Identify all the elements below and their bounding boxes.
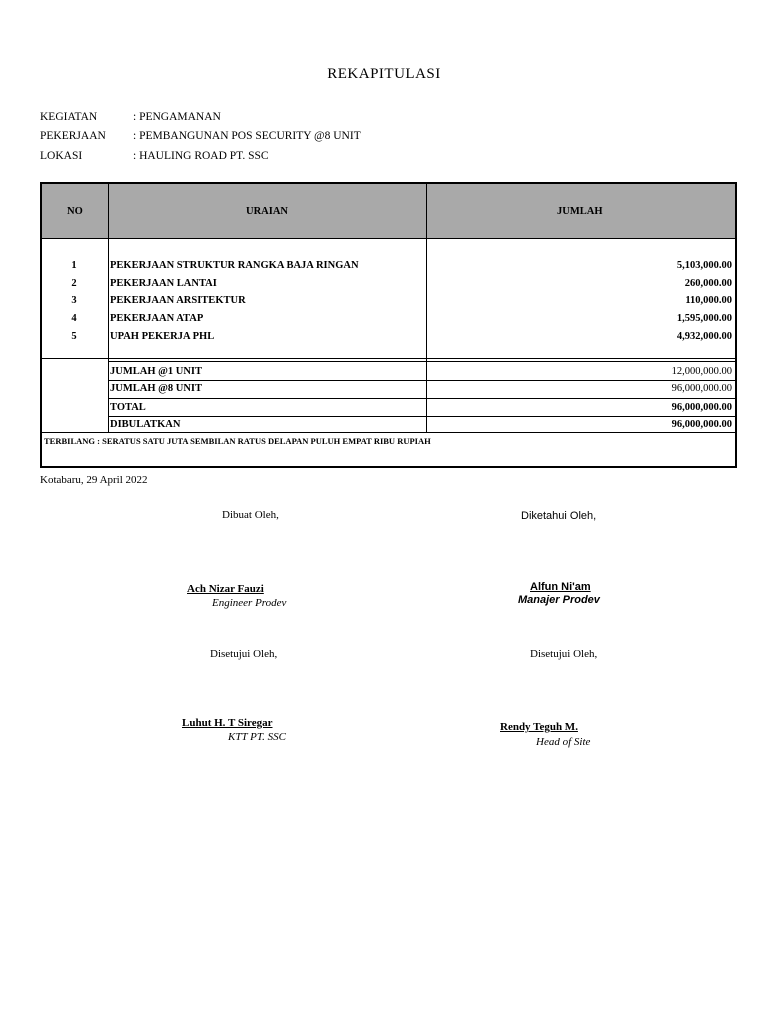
disetujui-right-label: Disetujui Oleh, <box>530 648 598 660</box>
row-no: 1 <box>71 260 77 271</box>
divider-uraian <box>426 184 427 432</box>
row-uraian: UPAH PEKERJA PHL <box>110 331 215 342</box>
row-uraian: PEKERJAAN LANTAI <box>110 278 217 289</box>
row-jumlah: 5,103,000.00 <box>676 260 732 271</box>
right-approver-name: Rendy Teguh M. <box>500 721 578 733</box>
separator-summary-1 <box>108 380 737 381</box>
dibuat-name: Ach Nizar Fauzi <box>187 583 264 595</box>
summary-label-dibulatkan: DIBULATKAN <box>110 419 181 430</box>
disetujui-left-label: Disetujui Oleh, <box>210 648 278 660</box>
row-jumlah: 1,595,000.00 <box>676 313 732 324</box>
info-key-kegiatan: KEGIATAN <box>40 111 98 123</box>
row-no: 4 <box>71 313 77 324</box>
diketahui-role: Manajer Prodev <box>518 594 600 606</box>
summary-label-total: TOTAL <box>110 402 146 413</box>
left-approver-role: KTT PT. SSC <box>228 731 286 743</box>
separator-summary-2 <box>108 398 737 399</box>
row-no: 3 <box>71 295 77 306</box>
separator-items <box>42 358 735 359</box>
dibuat-label: Dibuat Oleh, <box>222 509 279 521</box>
row-jumlah: 4,932,000.00 <box>676 331 732 342</box>
info-value-kegiatan: : PENGAMANAN <box>133 111 221 123</box>
info-value-lokasi: : HAULING ROAD PT. SSC <box>133 150 269 162</box>
separator-summary-3 <box>108 416 737 417</box>
row-jumlah: 110,000.00 <box>685 295 732 306</box>
right-approver-role: Head of Site <box>536 736 591 748</box>
divider-no <box>108 184 109 432</box>
summary-value-dibulatkan: 96,000,000.00 <box>671 419 732 430</box>
left-approver-name: Luhut H. T Siregar <box>182 717 273 729</box>
header-jumlah: JUMLAH <box>557 206 603 217</box>
header-no: NO <box>67 206 83 217</box>
summary-label-8-unit: JUMLAH @8 UNIT <box>110 383 203 394</box>
diketahui-label: Diketahui Oleh, <box>521 510 597 522</box>
row-no: 2 <box>71 278 77 289</box>
summary-value-8-unit: 96,000,000.00 <box>671 383 732 394</box>
recap-table <box>40 182 737 468</box>
summary-label-per-unit: JUMLAH @1 UNIT <box>110 366 203 377</box>
info-key-pekerjaan: PEKERJAAN <box>40 130 106 142</box>
header-uraian: URAIAN <box>246 206 288 217</box>
table-header <box>42 184 735 239</box>
row-no: 5 <box>71 331 77 342</box>
terbilang-text: TERBILANG : SERATUS SATU JUTA SEMBILAN RATUS DELAPAN PULUH EMPAT RIBU RUPIAH <box>44 436 431 446</box>
separator-items-inner <box>108 361 737 362</box>
row-jumlah: 260,000.00 <box>684 278 732 289</box>
separator-terbilang <box>42 432 735 433</box>
row-uraian: PEKERJAAN STRUKTUR RANGKA BAJA RINGAN <box>110 260 359 271</box>
row-uraian: PEKERJAAN ATAP <box>110 313 204 324</box>
row-uraian: PEKERJAAN ARSITEKTUR <box>110 295 246 306</box>
place-date: Kotabaru, 29 April 2022 <box>40 474 148 486</box>
summary-value-total: 96,000,000.00 <box>671 402 732 413</box>
summary-value-per-unit: 12,000,000.00 <box>671 366 732 377</box>
dibuat-role: Engineer Prodev <box>212 597 287 609</box>
info-value-pekerjaan: : PEMBANGUNAN POS SECURITY @8 UNIT <box>133 130 361 142</box>
page-title: REKAPITULASI <box>327 66 441 82</box>
info-key-lokasi: LOKASI <box>40 150 83 162</box>
diketahui-name: Alfun Ni'am <box>530 581 591 593</box>
